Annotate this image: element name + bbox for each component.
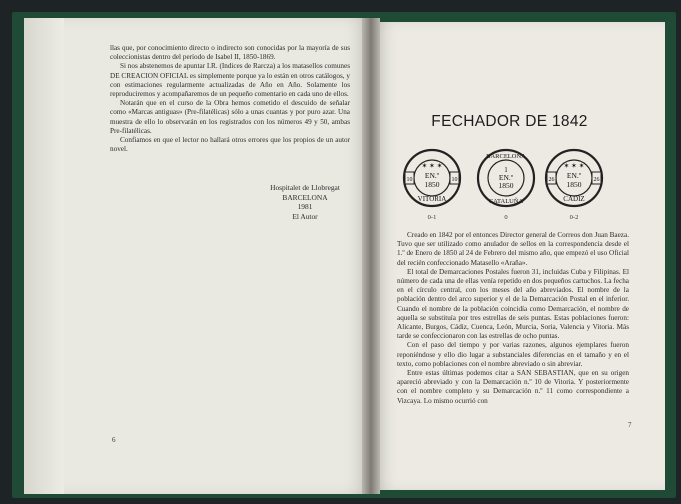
stamp-1-left-number: 10 [406, 177, 413, 183]
left-paragraph-1: llas que, por conocimiento directo o indirecto son conocidas por la mayoría de sus coleccionistas dentro del período de Isabel II, 1850-1869. [110, 44, 350, 62]
svg-text:✶ ✶ ✶: ✶ ✶ ✶ [563, 162, 585, 170]
stamp-1-year: 1850 [424, 180, 440, 189]
left-paragraph-3: Notarán que en el curso de la Obra hemos cometido el descuido de señalar como «Marcas antiguas» (Pre-filatélicas) sólo a unas cuantas y por puro azar. Una muestra de ello lo observarán en los registrados con los números 49 y 50, ambas Pre-filatélicas. [110, 99, 350, 135]
stamp-1-bottom-text: VITORIA [417, 195, 447, 203]
book-gutter [362, 18, 380, 494]
stamp-3-top-text: EN.º [566, 171, 582, 180]
signature-year: 1981 [297, 202, 313, 211]
stamp-2-label: 0 [504, 214, 508, 221]
postmark-stamp-cadiz [544, 148, 604, 208]
stamp-1-label: 0-1 [427, 214, 437, 221]
left-page-number: 6 [112, 436, 116, 444]
right-page-number: 7 [628, 421, 632, 429]
left-paragraph-2: Si nos abstenemos de apuntar I.R. (Indices de Rarcza) a los matasellos comunes DE CREACION OFICIAL es simplemente porque ya lo están en otros catálogos, y con estimaciones regularmente actualizadas de Año en Año. Solamente los reproduciremos y acompañaremos de un pequeño comentario en cada uno de ellos. [110, 62, 350, 99]
left-page-edge [24, 18, 64, 494]
stamp-1-top-text: EN.º [424, 171, 440, 180]
signature-city: BARCELONA [282, 192, 328, 202]
stamp-3-year: 1850 [566, 180, 582, 189]
signature-author: El Autor [292, 211, 318, 221]
svg-text:1850: 1850 [498, 181, 514, 190]
left-page-body [110, 44, 350, 154]
right-page-body [397, 231, 629, 406]
svg-text:EN.º: EN.º [498, 173, 514, 182]
stamp-2-bottom-text: CATALUÑA [488, 198, 524, 205]
svg-text:1: 1 [504, 166, 508, 174]
stamp-3-label: 0-2 [569, 214, 579, 221]
signature-place: Hospitalet de Llobregat [270, 183, 340, 192]
right-paragraph-3: Con el paso del tiempo y por varias razones, algunos ejemplares fueron reponiéndose y ello dio lugar a substanciales diferencias en el tamaño y en el texto, como poblaciones con el nombre abreviado o sin abreviar. [397, 341, 629, 368]
signature-block [260, 183, 350, 221]
stamp-2-top-text: BARCELONA [486, 153, 526, 160]
page-title: FECHADOR DE 1842 [431, 113, 588, 130]
right-paragraph-4: Entre estas últimas podemos citar a SAN SEBASTIAN, que en su origen apareció abreviado y con la Demarcación n.º 10 de Vitoria. Y posteriormente con el nombre completo y su Demarcación n.º 11 como correspondiente a Vizcaya. Lo mismo ocurrió con [397, 369, 629, 405]
postmark-stamp-barcelona [476, 148, 536, 208]
stamp-3-right-number: 26 [593, 177, 600, 183]
stamp-3-bottom-text: CADIZ [563, 195, 585, 203]
left-paragraph-4: Confiamos en que el lector no hallará otros errores que los propios de un autor novel. [110, 136, 350, 154]
stamp-3-left-number: 26 [548, 177, 555, 183]
right-paragraph-1: Creado en 1842 por el entonces Director general de Correos don Juan Baeza. Tuvo que ser utilizado como anulador de sellos en la correspondencia desde el 1.º de Enero de 1850 al 24 de Febrero del mismo año, que empezó el uso Oficial del recién confeccionado Matasello «Araña». [397, 231, 629, 267]
right-paragraph-2: El total de Demarcaciones Postales fueron 31, incluidas Cuba y Filipinas. El número de cada una de ellas venía repetido en dos pequeños cartuchos. La fecha en el círculo central, con los meses del año abreviados. El nombre de la población dentro del arco superior y el de la Demarcación Postal en el inferior. Cuando el nombre de la población coincidía como Demarcación, el nombre de aquella se substituía por tres estrellas de seis puntas. Estas poblaciones fueron: Alicante, Burgos, Cádiz, Cuenca, León, Murcia, Soria, Valencia y Vitoria. Más tarde se confeccionaron con las estrellas de ocho puntas. [397, 267, 629, 341]
postmark-stamp-vitoria [402, 148, 462, 208]
stamp-1-right-number: 10 [451, 177, 458, 183]
svg-text:✶ ✶ ✶: ✶ ✶ ✶ [421, 162, 443, 170]
